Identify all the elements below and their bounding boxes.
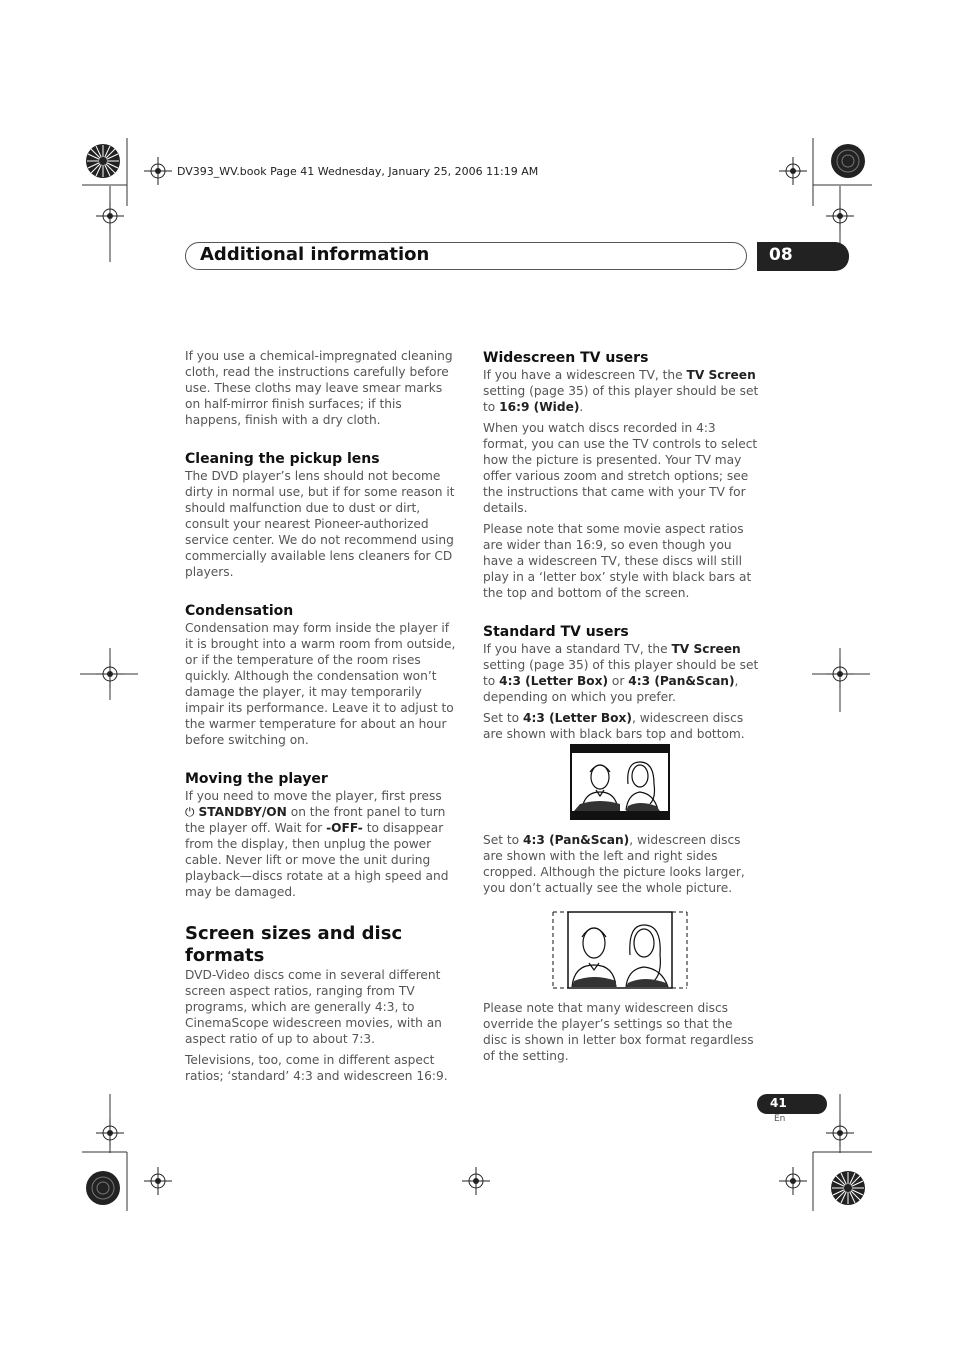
print-info: DV393_WV.book Page 41 Wednesday, January 25, 2006 11:19 AM [177,165,539,178]
crosshair-mark-icon [96,660,124,688]
page-title: Additional information [200,244,430,265]
lens-heading: Cleaning the pickup lens [185,451,380,467]
moving-heading: Moving the player [185,771,328,787]
power-icon: ⏻ [185,805,195,819]
crosshair-mark-icon [144,157,172,185]
crosshair-mark-icon [826,1119,854,1147]
letterbox-illustration [570,744,670,820]
crosshair-mark-icon [779,1167,807,1195]
widescreen-paragraph-3: Please note that some movie aspect ratios are wider than 16:9, so even though you have a widescreen TV, these discs will still play in a ‘letter box’ style with black bars at the top and bottom of the screen. [483,522,752,600]
standard-heading: Standard TV users [483,624,629,640]
screen-sizes-heading: Screen sizes and disc formats [185,923,403,966]
panscan-illustration [552,911,688,989]
concentric-mark-icon [830,143,866,179]
moving-paragraph: If you need to move the player, first press ⏻ STANDBY/ON on the front panel to turn the player off. Wait for -OFF- to disappear from the display, then unplug the power cable. Never lift or move the unit during playback—discs rotate at a high speed and may be damaged. [185,789,449,899]
override-paragraph: Please note that many widescreen discs override the player’s settings so that the disc is shown in letter box format regardless of the setting. [483,1001,754,1063]
page-number: 41 [770,1096,787,1110]
crosshair-mark-icon [779,157,807,185]
screen-paragraph-1: DVD-Video discs come in several different screen aspect ratios, ranging from TV programs, which are generally 4:3, to CinemaScope widescreen movies, with an aspect ratio of up to about 7:3. [185,968,442,1046]
starburst-mark-icon [830,1170,866,1206]
condensation-paragraph: Condensation may form inside the player if it is brought into a warm room from outside, or if the temperature of the room rises quickly. Although the condensation won’t damage the player, it may temporarily impair its performance. Leave it to adjust to the warmer temperature for about an hour before switching on. [185,621,456,747]
widescreen-paragraph-1: If you have a widescreen TV, the TV Screen setting (page 35) of this player should be set to 16:9 (Wide). [483,368,759,414]
standard-paragraph-1: If you have a standard TV, the TV Screen setting (page 35) of this player should be set to 4:3 (Letter Box) or 4:3 (Pan&Scan), depending on which you prefer. [483,642,759,704]
intro-paragraph: If you use a chemical-impregnated cleaning cloth, read the instructions carefully before use. These cloths may leave smear marks on half-mirror finish surfaces; if this happens, finish with a dry cloth. [185,349,453,427]
chapter-number: 08 [769,245,793,265]
override-block [483,1000,759,1069]
lens-paragraph: The DVD player’s lens should not become dirty in normal use, but if for some reason it should malfunction due to dust or dirt, consult your nearest Pioneer-authorized service center. We do not recommend using commercially available lens cleaners for CD players. [185,469,455,579]
right-column [483,349,759,747]
crosshair-mark-icon [96,1119,124,1147]
left-column [185,348,460,1089]
condensation-heading: Condensation [185,603,294,619]
crosshair-mark-icon [826,202,854,230]
concentric-mark-icon [85,1170,121,1206]
widescreen-heading: Widescreen TV users [483,350,649,366]
panscan-paragraph: Set to 4:3 (Pan&Scan), widescreen discs are shown with the left and right sides cropped. Although the picture looks larger, you don’t actually see the whole picture. [483,833,745,895]
screen-paragraph-2: Televisions, too, come in different aspect ratios; ‘standard’ 4:3 and widescreen 16:9. [185,1053,448,1083]
crosshair-mark-icon [462,1167,490,1195]
widescreen-paragraph-2: When you watch discs recorded in 4:3 format, you can use the TV controls to select how the picture is presented. Your TV may offer various zoom and stretch options; see the instructions that came with your TV for details. [483,421,758,515]
crosshair-mark-icon [96,202,124,230]
language-label: En [774,1114,786,1124]
letterbox-paragraph: Set to 4:3 (Letter Box), widescreen discs are shown with black bars top and bottom. [483,711,745,741]
crosshair-mark-icon [826,660,854,688]
panscan-block [483,832,759,901]
starburst-mark-icon [85,143,121,179]
page-number-badge [757,1094,827,1114]
crosshair-mark-icon [144,1167,172,1195]
